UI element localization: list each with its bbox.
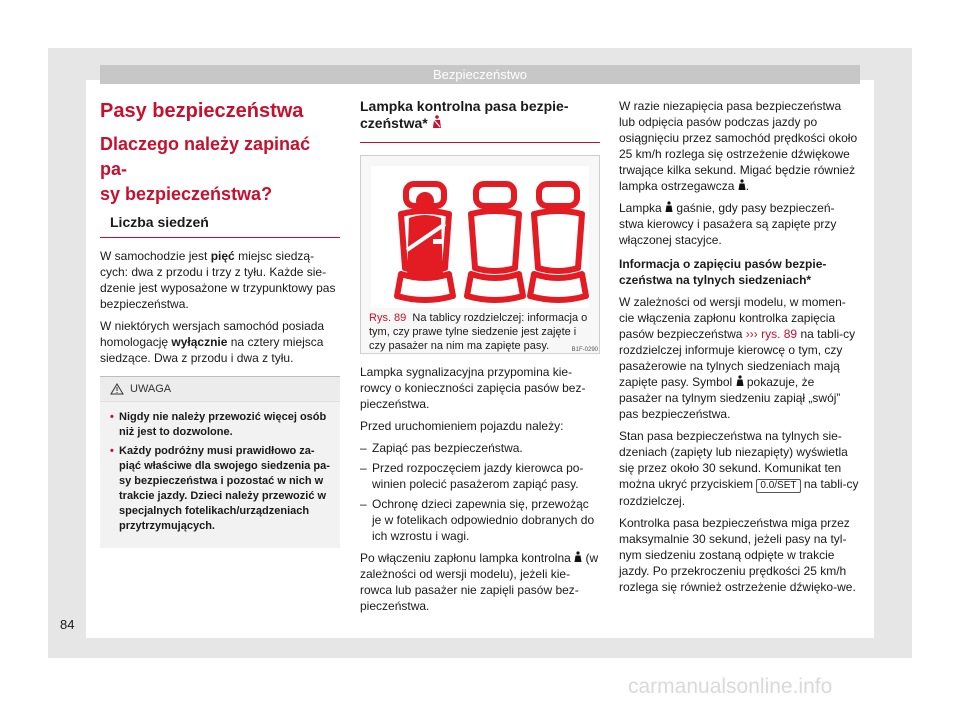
seatbelt-icon bbox=[574, 551, 582, 563]
paragraph: W samochodzie jest pięć miejsc siedzą-cych: dwa z przodu i trzy z tyłu. Każde sie-dzenie jest wyposażone w trzypunktowy pas bezpieczeństwa. bbox=[100, 249, 336, 311]
paragraph: W razie niezapięcia pasa bezpieczeństwa lub odpięcia pasów podczas jazdy po osiągnięciu przez samochód prędkości około 25 km/h rozlega się ostrzeżenie dźwiękowe trwające kilka sekund. Migać będzie również lampka ostrzegawcza . bbox=[619, 99, 858, 193]
list-item: – Ochronę dzieci zapewnia się, przewożąc je w fotelikach odpowiednio dobranych do ich wzrostu i wagi. bbox=[360, 497, 595, 543]
column-left bbox=[100, 98, 340, 548]
paragraph: Stan pasa bezpieczeństwa na tylnych sie-dzeniach (zapięty lub niezapięty) wyświetla się przez około 30 sekund. Komunikat ten można ukryć przyciskiem 0.0/SET na tabli-cy rozdzielczej. bbox=[619, 429, 859, 508]
list-item: – Zapiąć pas bezpieczeństwa. bbox=[360, 441, 523, 455]
watermark-logo: carmanualsonline.info bbox=[628, 675, 833, 698]
warning-label: UWAGA bbox=[130, 383, 172, 395]
page-number: 84 bbox=[60, 617, 75, 632]
warning-triangle-icon bbox=[110, 383, 124, 395]
paragraph: Po włączeniu zapłonu lampka kontrolna (w zależności od wersji modelu), jeżeli kie-rowca lub pasażer nie zapięli pasów bez-pieczeństwa. bbox=[360, 551, 599, 613]
figure-image bbox=[371, 166, 589, 308]
paragraph: W niektórych wersjach samochód posiada homologację wyłącznie na cztery miejsca siedzące. Dwa z przodu i dwa z tyłu. bbox=[100, 319, 325, 365]
seatbelt-icon bbox=[665, 201, 673, 213]
figure-seatbelt bbox=[360, 155, 600, 354]
warning-header bbox=[100, 377, 340, 402]
column-middle bbox=[360, 98, 600, 620]
chapter-header: Bezpieczeństwo bbox=[100, 65, 860, 84]
paragraph: Lampka sygnalizacyjna przypomina kie-rowcy o konieczności zapięcia pasów bez-pieczeństwa. bbox=[360, 365, 586, 411]
list-item: – Przed rozpoczęciem jazdy kierowca po-winien polecić pasażerom zapiąć pasy. bbox=[360, 461, 584, 491]
page-title: Pasy bezpieczeństwa bbox=[100, 100, 304, 122]
figure-caption: Rys. 89 Na tablicy rozdzielczej: informacja o tym, czy prawe tylne siedzenie jest zajęte i czy pasażer na nim ma zapięte pasy. bbox=[369, 312, 588, 352]
section-title: Lampka kontrolna pasa bezpie- czeństwa* bbox=[360, 98, 600, 143]
warning-item: • Każdy podróżny musi prawidłowo za-piąć właściwe dla swojego siedzenia pa-sy bezpieczeństwa i pozostać w nich w trakcie jazdy. Dzieci należy przewozić w specjalnych fotelikach/urządzeniach przytrzymujących. bbox=[110, 445, 330, 532]
paragraph: Kontrolka pasa bezpieczeństwa miga przez maksymalnie 30 sekund, jeżeli pasy na tyl-nym siedzeniu zostaną odpięte w trakcie jazdy. Po przekroczeniu prędkości 25 km/h rozlega się również ostrzeżenie dźwięko-we. bbox=[619, 516, 856, 594]
section-title-line1: Dlaczego należy zapinać pa- bbox=[100, 134, 311, 179]
warning-box bbox=[100, 376, 340, 548]
warning-item: • Nigdy nie należy przewozić więcej osób niż jest to dozwolone. bbox=[110, 411, 327, 438]
figure-code: B1F-0290 bbox=[571, 347, 598, 353]
section-title bbox=[100, 132, 340, 207]
bullet-icon: • bbox=[110, 445, 114, 457]
set-button-label: 0.0/SET bbox=[756, 479, 800, 493]
seatbelt-icon bbox=[738, 179, 746, 191]
paragraph: W zależności od wersji modelu, w momen-cie włączenia zapłonu kontrolka zapięcia pasów bezpieczeństwa ››› rys. 89 na tabli-cy rozdzielczej informuje kierowcę o tym, czy pasażerowie na tylnych siedzeniach mają zapięte pasy. Symbol pokazuje, że pasażer na tylnym siedzeniu zapiął „swój” pas bezpieczeństwa. bbox=[619, 295, 856, 421]
subsection-title: Informacja o zapięciu pasów bezpie-czeństwa na tylnych siedzeniach* bbox=[619, 257, 827, 287]
seatbelt-icon bbox=[736, 375, 744, 387]
seatbelt-seats-illustration bbox=[371, 166, 589, 308]
seatbelt-warning-icon bbox=[432, 115, 442, 129]
figure-reference-link[interactable]: ››› rys. 89 bbox=[745, 327, 798, 341]
section-title-line2: sy bezpieczeństwa? bbox=[100, 184, 273, 204]
column-right bbox=[619, 98, 859, 601]
paragraph: Lampka gaśnie, gdy pasy bezpieczeń-stwa kierowcy i pasażera są zapięte przy włączonej stacyjce. bbox=[619, 201, 837, 247]
paragraph: Przed uruchomieniem pojazdu należy: bbox=[360, 419, 564, 433]
subsection-title: Liczba siedzeń bbox=[100, 213, 340, 238]
bullet-icon: • bbox=[110, 411, 114, 423]
